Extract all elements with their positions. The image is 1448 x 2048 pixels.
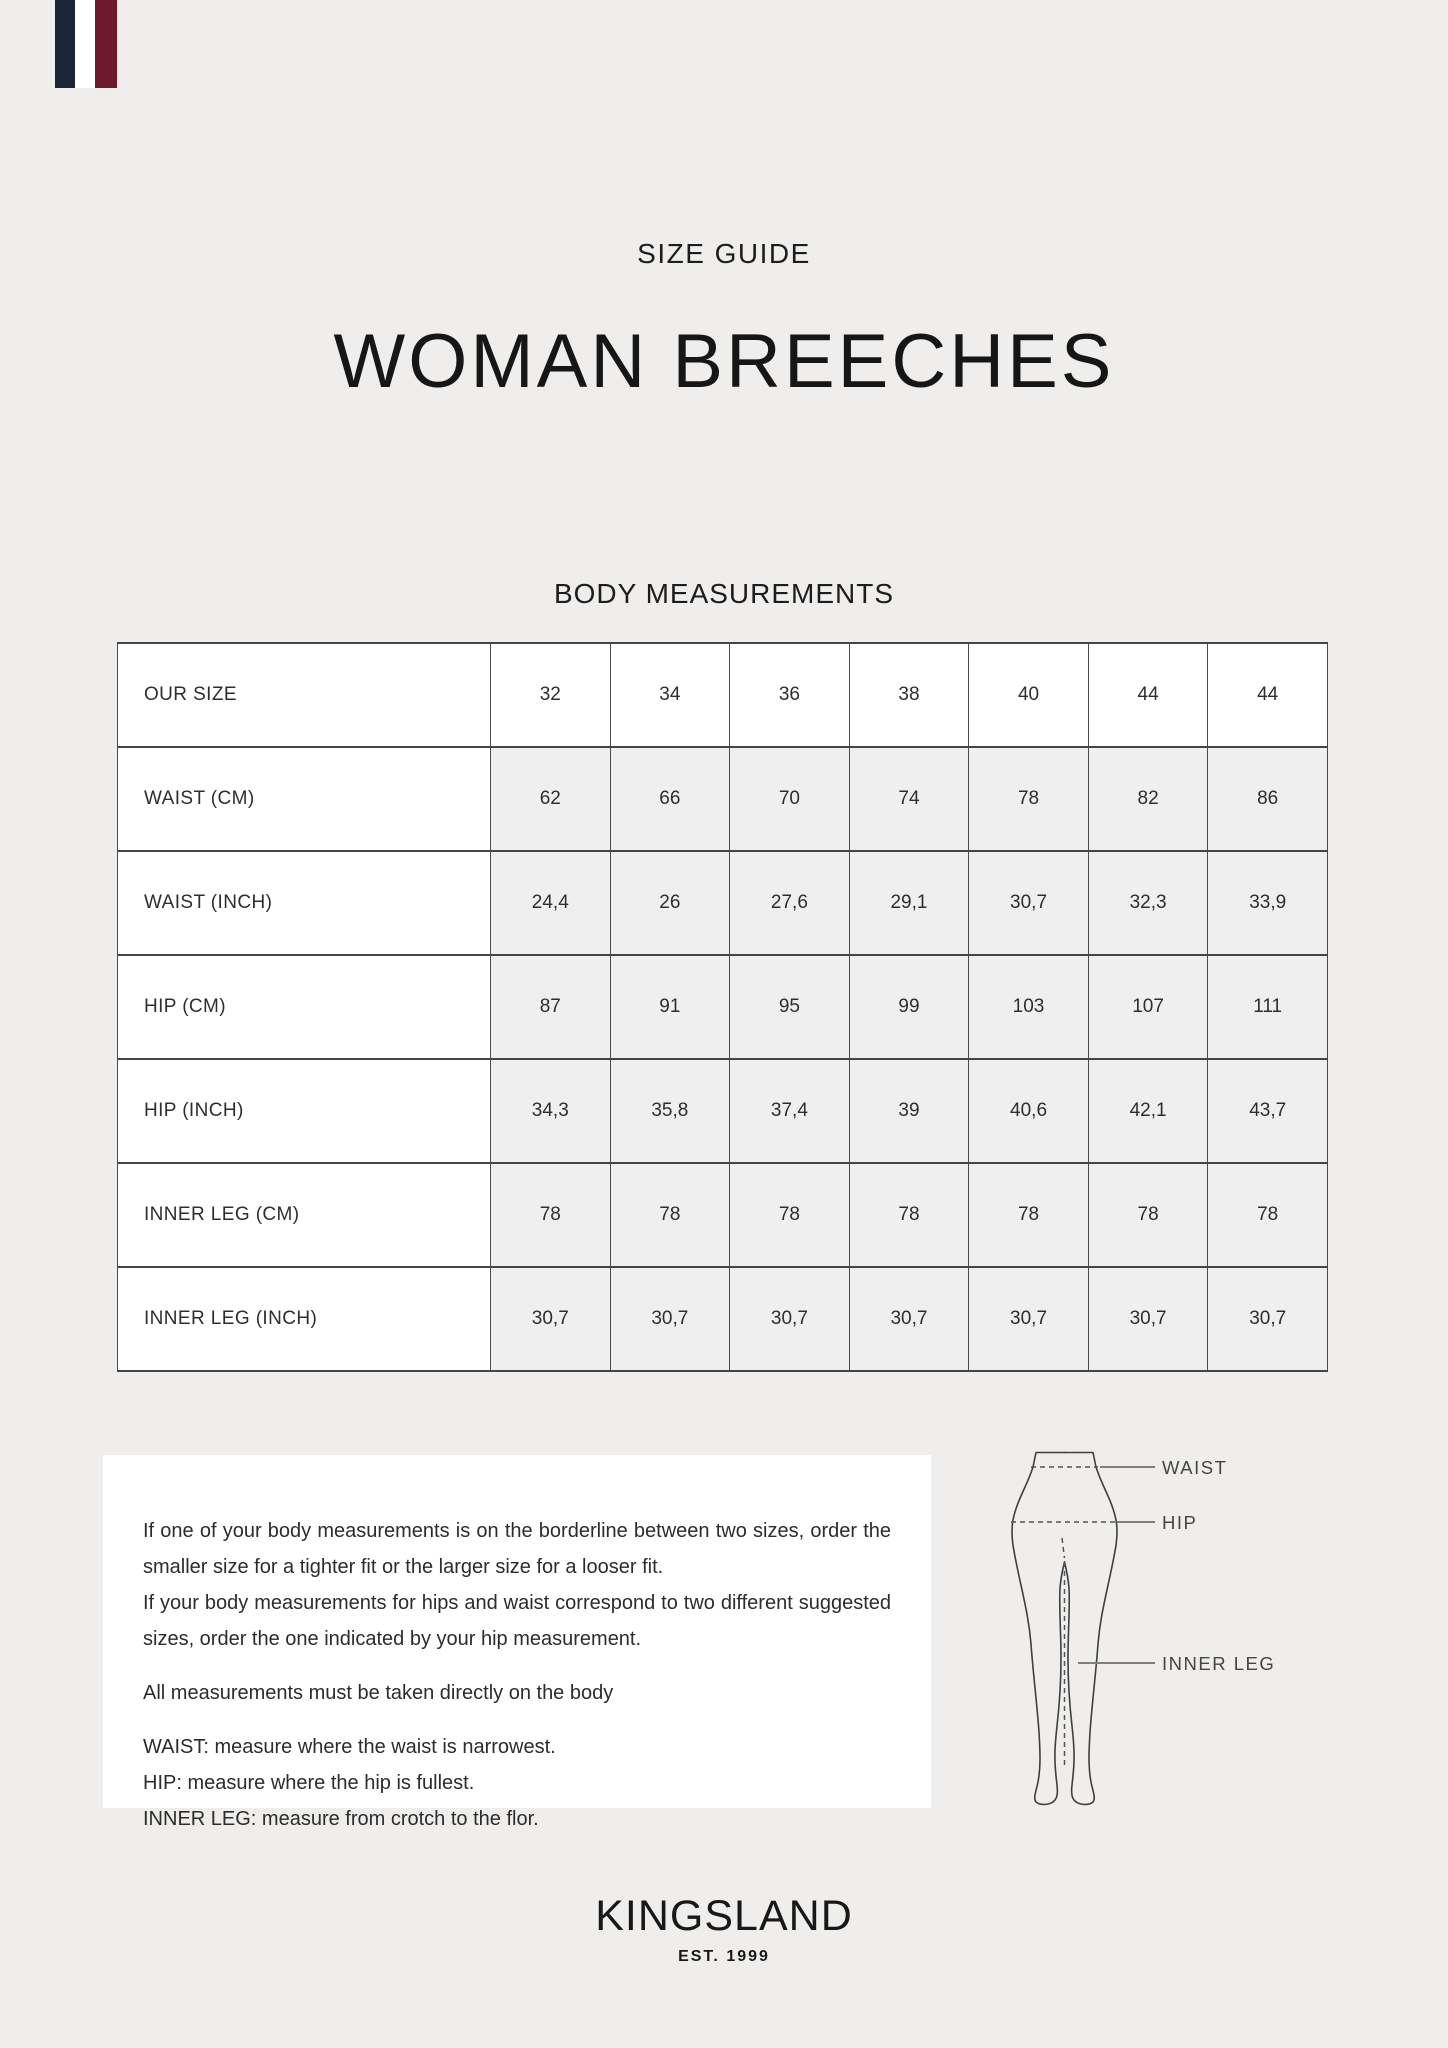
- size-value-cell: 38: [849, 643, 969, 747]
- table-row: [118, 643, 1328, 747]
- breeches-diagram: [990, 1448, 1390, 1820]
- diagram-label-waist: WAIST: [1162, 1457, 1228, 1478]
- size-value-cell: 78: [1088, 1163, 1208, 1267]
- page-title: WOMAN BREECHES: [333, 319, 1115, 404]
- size-value-cell: 37,4: [730, 1059, 850, 1163]
- size-value-cell: 30,7: [849, 1267, 969, 1371]
- brand-ribbon-icon: [55, 0, 117, 88]
- crotch-seam-dashed-line: [1062, 1538, 1065, 1558]
- size-value-cell: 74: [849, 747, 969, 851]
- size-value-cell: 30,7: [1208, 1267, 1328, 1371]
- size-value-cell: 78: [491, 1163, 611, 1267]
- size-value-cell: 30,7: [610, 1267, 730, 1371]
- size-value-cell: 107: [1088, 955, 1208, 1059]
- brand-logo-text: KINGSLAND: [595, 1892, 853, 1940]
- brand-established-text: EST. 1999: [678, 1948, 770, 1965]
- instruction-paragraph-3: All measurements must be taken directly on the body: [143, 1682, 614, 1704]
- size-value-cell: 44: [1208, 643, 1328, 747]
- size-value-cell: 35,8: [610, 1059, 730, 1163]
- row-label: OUR SIZE: [118, 643, 491, 747]
- instruction-paragraph-1: If one of your body measurements is on the borderline between two sizes, order the smaller size for a tighter fit or the larger size for a looser fit.: [143, 1520, 891, 1578]
- size-value-cell: 40,6: [969, 1059, 1089, 1163]
- size-value-cell: 30,7: [491, 1267, 611, 1371]
- row-label: HIP (CM): [118, 955, 491, 1059]
- size-value-cell: 24,4: [491, 851, 611, 955]
- size-value-cell: 95: [730, 955, 850, 1059]
- size-value-cell: 78: [1208, 1163, 1328, 1267]
- instruction-paragraph-2: If your body measurements for hips and waist correspond to two different suggested sizes, order the one indicated by your hip measurement.: [143, 1592, 891, 1650]
- size-value-cell: 40: [969, 643, 1089, 747]
- size-value-cell: 34,3: [491, 1059, 611, 1163]
- size-value-cell: 29,1: [849, 851, 969, 955]
- size-value-cell: 44: [1088, 643, 1208, 747]
- size-value-cell: 78: [969, 1163, 1089, 1267]
- fitting-instructions-box: [103, 1455, 931, 1830]
- instruction-inner-leg: INNER LEG: measure from crotch to the flor.: [143, 1808, 539, 1830]
- size-value-cell: 34: [610, 643, 730, 747]
- ribbon-navy-stripe: [55, 0, 75, 88]
- table-row: [118, 1163, 1328, 1267]
- table-row: [118, 1267, 1328, 1371]
- size-value-cell: 36: [730, 643, 850, 747]
- size-value-cell: 99: [849, 955, 969, 1059]
- size-value-cell: 42,1: [1088, 1059, 1208, 1163]
- size-value-cell: 27,6: [730, 851, 850, 955]
- size-value-cell: 26: [610, 851, 730, 955]
- size-value-cell: 78: [969, 747, 1089, 851]
- ribbon-white-stripe: [75, 0, 95, 88]
- eyebrow-size-guide: SIZE GUIDE: [637, 238, 811, 269]
- diagram-label-hip: HIP: [1162, 1512, 1198, 1533]
- size-value-cell: 111: [1208, 955, 1328, 1059]
- size-value-cell: 103: [969, 955, 1089, 1059]
- row-label: HIP (INCH): [118, 1059, 491, 1163]
- size-value-cell: 70: [730, 747, 850, 851]
- ribbon-red-stripe: [95, 0, 117, 88]
- size-value-cell: 39: [849, 1059, 969, 1163]
- instruction-hip: HIP: measure where the hip is fullest.: [143, 1772, 475, 1794]
- table-row: [118, 851, 1328, 955]
- size-value-cell: 30,7: [730, 1267, 850, 1371]
- size-value-cell: 82: [1088, 747, 1208, 851]
- diagram-label-inner-leg: INNER LEG: [1162, 1653, 1276, 1674]
- size-value-cell: 78: [730, 1163, 850, 1267]
- size-value-cell: 32,3: [1088, 851, 1208, 955]
- table-row: [118, 955, 1328, 1059]
- body-measurements-table: [117, 642, 1328, 1372]
- size-value-cell: 30,7: [1088, 1267, 1208, 1371]
- size-value-cell: 86: [1208, 747, 1328, 851]
- size-value-cell: 62: [491, 747, 611, 851]
- size-value-cell: 91: [610, 955, 730, 1059]
- row-label: INNER LEG (CM): [118, 1163, 491, 1267]
- size-value-cell: 78: [849, 1163, 969, 1267]
- size-value-cell: 32: [491, 643, 611, 747]
- size-value-cell: 66: [610, 747, 730, 851]
- size-value-cell: 87: [491, 955, 611, 1059]
- row-label: WAIST (CM): [118, 747, 491, 851]
- instruction-waist: WAIST: measure where the waist is narrowest.: [143, 1736, 556, 1758]
- section-title-body-measurements: BODY MEASUREMENTS: [553, 578, 895, 609]
- table-row: [118, 1059, 1328, 1163]
- size-value-cell: 30,7: [969, 851, 1089, 955]
- table-row: [118, 747, 1328, 851]
- row-label: WAIST (INCH): [118, 851, 491, 955]
- row-label: INNER LEG (INCH): [118, 1267, 491, 1371]
- size-value-cell: 30,7: [969, 1267, 1089, 1371]
- size-value-cell: 43,7: [1208, 1059, 1328, 1163]
- size-value-cell: 78: [610, 1163, 730, 1267]
- size-value-cell: 33,9: [1208, 851, 1328, 955]
